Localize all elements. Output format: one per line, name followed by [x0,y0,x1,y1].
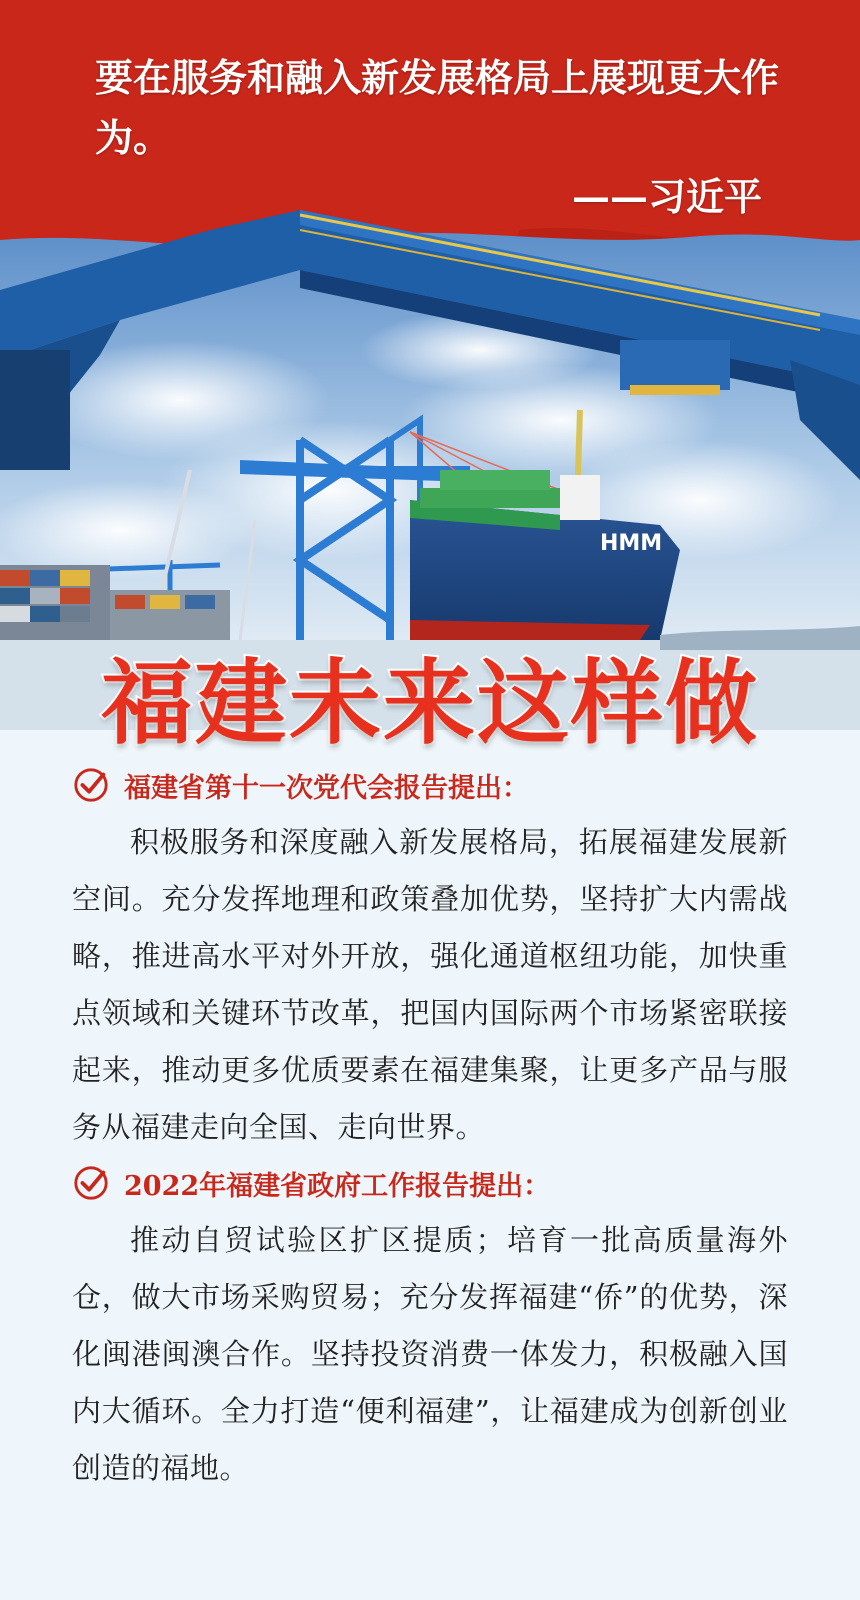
section-heading-row [72,1158,788,1208]
section-heading: 2022年福建省政府工作报告提出： [124,1170,551,1202]
leader-quote [95,48,795,168]
report-content [72,760,788,1497]
quote-author: ——习近平 [571,174,762,219]
check-circle-icon [72,1164,110,1202]
section-body: 推动自贸试验区扩区提质；培育一批高质量海外仓，做大市场采购贸易；充分发挥福建“侨”的优势，深化闽港闽澳合作。坚持投资消费一体发力，积极融入国内大循环。全力打造“便利福建”，让福建成为创新创业创造的福地。 [72,1223,788,1485]
section-government-report [72,1158,788,1497]
section-body: 积极服务和深度融入新发展格局，拓展福建发展新空间。充分发挥地理和政策叠加优势，坚持扩大内需战略，推进高水平对外开放，强化通道枢纽功能，加快重点领域和关键环节改革，把国内国际两个市场紧密联接起来，推动更多优质要素在福建集聚，让更多产品与服务从福建走向全国、走向世界。 [72,825,788,1144]
main-title: 福建未来这样做 [100,650,759,757]
ship-brand-text: HMM [600,531,663,556]
section-heading-row [72,760,788,810]
section-party-congress [72,760,788,1156]
check-circle-icon [72,766,110,804]
section-heading: 福建省第十一次党代会报告提出： [124,772,529,804]
quote-text: 要在服务和融入新发展格局上展现更大作为。 [95,55,780,160]
